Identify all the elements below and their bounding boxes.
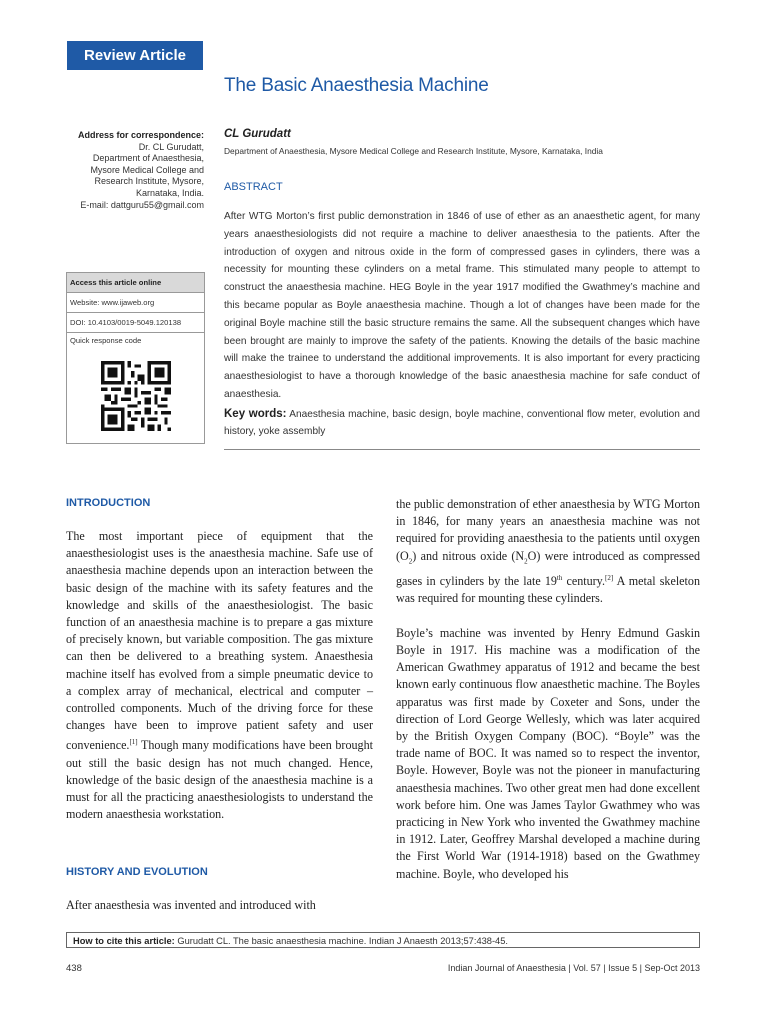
history-text: After anaesthesia was invented and introduced with bbox=[66, 898, 316, 912]
address-line: Research Institute, Mysore, bbox=[94, 176, 204, 187]
qr-label: Quick response code bbox=[70, 336, 142, 345]
address-label: Address for correspondence: bbox=[77, 130, 204, 140]
history-paragraph-part: O) were introduced as compressed gases in cylinders by the late 19 bbox=[396, 548, 700, 589]
reference-link[interactable]: [1] bbox=[129, 738, 138, 747]
history-paragraph-part: A metal skeleton was required for mounting these cylinders. bbox=[396, 574, 701, 606]
access-header: Access this article online bbox=[67, 273, 204, 293]
history-heading: HISTORY AND EVOLUTION bbox=[66, 866, 208, 878]
reference-link[interactable]: [2] bbox=[604, 574, 614, 583]
journal-footer: Indian Journal of Anaesthesia | Vol. 57 | Issue 5 | Sep-Oct 2013 bbox=[447, 963, 700, 973]
boyle-paragraph: Boyle’s machine was invented by Henry Edmund Gaskin Boyle in 1917. His machine was a modification of the American Gwathmey apparatus of 1912 and became the best known early continuous flow anaesthetic machine. The Boyles apparatus was first made by Coxeter and Sons, under the direction of Lord George Wellesly, which was later acquired by the British Oxygen Company (BOC). “Boyle” was the trade name of BOC. It was named so to respect the inventor, Boyle. However, Boyle was not the pioneer in manufacturing anaesthesia machines. Two other great men had done excellent work before him. One was James Taylor Gwathmey who was practicing in New York who invented the Gwathmey machine in 1912. Later, Geoffrey Marshal developed a machine during the First World War (1914-1918) based on the Gwathmey machine. Boyle, who developed his bbox=[396, 625, 700, 881]
abstract-heading: ABSTRACT bbox=[224, 181, 283, 193]
keywords-text: Anaesthesia machine, basic design, boyle machine, conventional flow meter, evolution and history, yoke assembly bbox=[224, 409, 700, 437]
introduction-text bbox=[66, 528, 373, 823]
access-box bbox=[66, 272, 205, 444]
keywords bbox=[224, 406, 700, 440]
article-title: The Basic Anaesthesia Machine bbox=[224, 75, 489, 96]
introduction-heading: INTRODUCTION bbox=[66, 497, 151, 509]
history-paragraph: the public demonstration of ether anaesthesia by WTG Morton in 1846, for many years an anaesthesia machine was not required for providing anaesthesia to the patients until oxygen (O bbox=[396, 497, 700, 563]
address-line: Karnataka, India. bbox=[135, 187, 204, 198]
citation-label: How to cite this article: bbox=[73, 936, 175, 946]
address-line: Department of Anaesthesia, bbox=[92, 153, 204, 164]
citation-text: Gurudatt CL. The basic anaesthesia machine. Indian J Anaesth 2013;57:438-45. bbox=[174, 936, 508, 946]
subscript: 2 bbox=[408, 557, 413, 566]
superscript: th bbox=[556, 574, 563, 583]
article-type-badge: Review Article bbox=[67, 41, 203, 70]
address-line: Mysore Medical College and bbox=[90, 164, 204, 175]
page-number: 438 bbox=[66, 963, 82, 974]
doi-link[interactable]: DOI: 10.4103/0019-5049.120138 bbox=[67, 313, 204, 333]
correspondence-address bbox=[66, 130, 204, 211]
author-affiliation: Department of Anaesthesia, Mysore Medical College and Research Institute, Mysore, Karnataka, India bbox=[224, 146, 603, 156]
abstract-text: After WTG Morton’s first public demonstration in 1846 of use of ether as an anaesthetic agent, for many years anaesthesiologists did not require a machine to deliver anaesthesia to the patients. After the introduction of oxygen and nitrous oxide in the form of compressed gases in cylinders, there was a necessity for mounting these cylinders on a metal frame. This stimulated many people to attempt to construct the anaesthesia machine. HEG Boyle in the year 1917 modified the Gwathmey’s machine and this became popular as Boyle anaesthesia machine. Though a lot of changes have been made for the original Boyle machine still the basic structure remains the same. All the subsequent changes which have been brought are mainly to improve the safety of the patients. Knowing the details of the basic machine will make the trainee to understand the additional improvements. It is also important for every practicing anaesthesiologist to have a thorough knowledge of the basic anaesthesia machine for safe conduct of anaesthesia. bbox=[224, 211, 700, 400]
website-link[interactable]: Website: www.ijaweb.org bbox=[67, 293, 204, 313]
history-paragraph-part: ) and nitrous oxide (N bbox=[412, 548, 525, 563]
qr-code-icon[interactable] bbox=[101, 361, 171, 431]
intro-paragraph-cont: Though many modifications have been brought out still the basic design has not much changed. Hence, knowledge of the basic design of the anaesthesia machine is a must for all the practicing anaesthesiologists to understand the modern anaesthesia workstation. bbox=[66, 738, 373, 822]
intro-paragraph: The most important piece of equipment that the anaesthesiologist uses is the anaesthesia machine. Safe use of anaesthesia machine depends upon an interaction between the basic design of the machine with its safety features and the knowledge and skills of the anaesthesiologist. The basic function of an anaesthesia machine is to prepare a gas mixture of precisely known, but variable composition. The gas mixture can then be delivered to a breathing system. Anaesthesia machine itself has evolved from a simple pneumatic device to a complex array of mechanical, electrical and computer – controlled components. Much of the driving force for these changes have been to improve patient safety and user convenience. bbox=[66, 529, 373, 753]
right-column bbox=[396, 496, 700, 883]
author-name: CL Gurudatt bbox=[224, 128, 291, 140]
history-paragraph-part: century. bbox=[562, 574, 605, 589]
abstract-divider bbox=[224, 449, 700, 450]
address-email[interactable]: E-mail: dattguru55@gmail.com bbox=[80, 199, 204, 210]
citation-box bbox=[66, 932, 700, 948]
keywords-label: Key words: bbox=[224, 408, 287, 420]
address-line: Dr. CL Gurudatt, bbox=[138, 141, 204, 152]
subscript: 2 bbox=[524, 557, 528, 566]
